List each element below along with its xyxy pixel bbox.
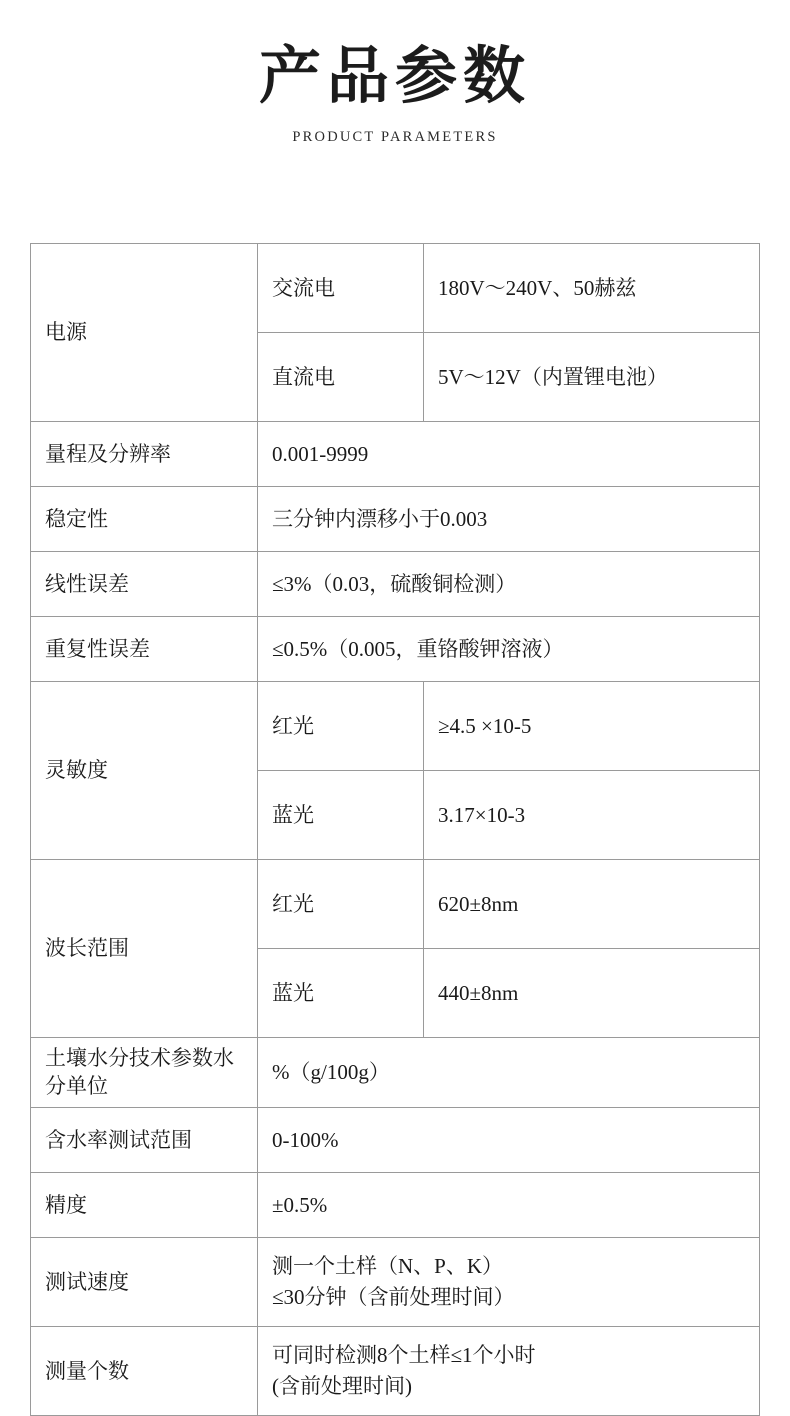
table-row	[31, 422, 760, 487]
row-label: 重复性误差	[31, 617, 258, 682]
row-label: 测试速度	[31, 1237, 258, 1326]
row-value: 440±8nm	[424, 949, 760, 1038]
row-sublabel: 直流电	[258, 333, 424, 422]
table-row	[31, 244, 760, 333]
row-value: 5V～12V（内置锂电池）	[424, 333, 760, 422]
row-value: %（g/100g）	[258, 1038, 760, 1108]
row-value: ≥4.5 ×10-5	[424, 682, 760, 771]
row-value: ≤0.5%（0.005，重铬酸钾溶液）	[258, 617, 760, 682]
spec-table-container	[30, 243, 760, 1416]
table-row	[31, 682, 760, 771]
table-row	[31, 1237, 760, 1326]
row-label: 电源	[31, 244, 258, 422]
row-label: 稳定性	[31, 487, 258, 552]
spec-table	[30, 243, 760, 1416]
row-label: 土壤水分技术参数水分单位	[31, 1038, 258, 1108]
row-label: 测量个数	[31, 1326, 258, 1415]
row-value: 0.001-9999	[258, 422, 760, 487]
row-label: 精度	[31, 1172, 258, 1237]
row-value-line1: 测一个土样（N、P、K）	[272, 1254, 504, 1279]
row-value: 0-100%	[258, 1107, 760, 1172]
row-label: 含水率测试范围	[31, 1107, 258, 1172]
row-value: 620±8nm	[424, 860, 760, 949]
row-label: 灵敏度	[31, 682, 258, 860]
row-value: 3.17×10-3	[424, 771, 760, 860]
page-title: 产品参数	[258, 43, 531, 111]
table-row	[31, 860, 760, 949]
row-label: 量程及分辨率	[31, 422, 258, 487]
row-sublabel: 红光	[258, 860, 424, 949]
row-value	[258, 1326, 760, 1415]
row-value: ±0.5%	[258, 1172, 760, 1237]
row-sublabel: 蓝光	[258, 949, 424, 1038]
page-header	[0, 0, 790, 146]
table-row	[31, 1172, 760, 1237]
table-row	[31, 617, 760, 682]
table-row	[31, 552, 760, 617]
row-value-line2: (含前处理时间)	[272, 1373, 412, 1398]
row-value: 三分钟内漂移小于0.003	[258, 487, 760, 552]
row-value: 180V～240V、50赫兹	[424, 244, 760, 333]
row-value-line2: ≤30分钟（含前处理时间）	[272, 1284, 515, 1309]
row-value	[258, 1237, 760, 1326]
table-row	[31, 1107, 760, 1172]
row-label: 波长范围	[31, 860, 258, 1038]
row-value: ≤3%（0.03，硫酸铜检测）	[258, 552, 760, 617]
table-row	[31, 1326, 760, 1415]
table-row	[31, 1038, 760, 1108]
table-row	[31, 487, 760, 552]
row-label: 线性误差	[31, 552, 258, 617]
row-sublabel: 蓝光	[258, 771, 424, 860]
row-sublabel: 红光	[258, 682, 424, 771]
page-subtitle: PRODUCT PARAMETERS	[292, 129, 498, 146]
row-sublabel: 交流电	[258, 244, 424, 333]
row-value-line1: 可同时检测8个土样≤1个小时	[272, 1343, 536, 1368]
